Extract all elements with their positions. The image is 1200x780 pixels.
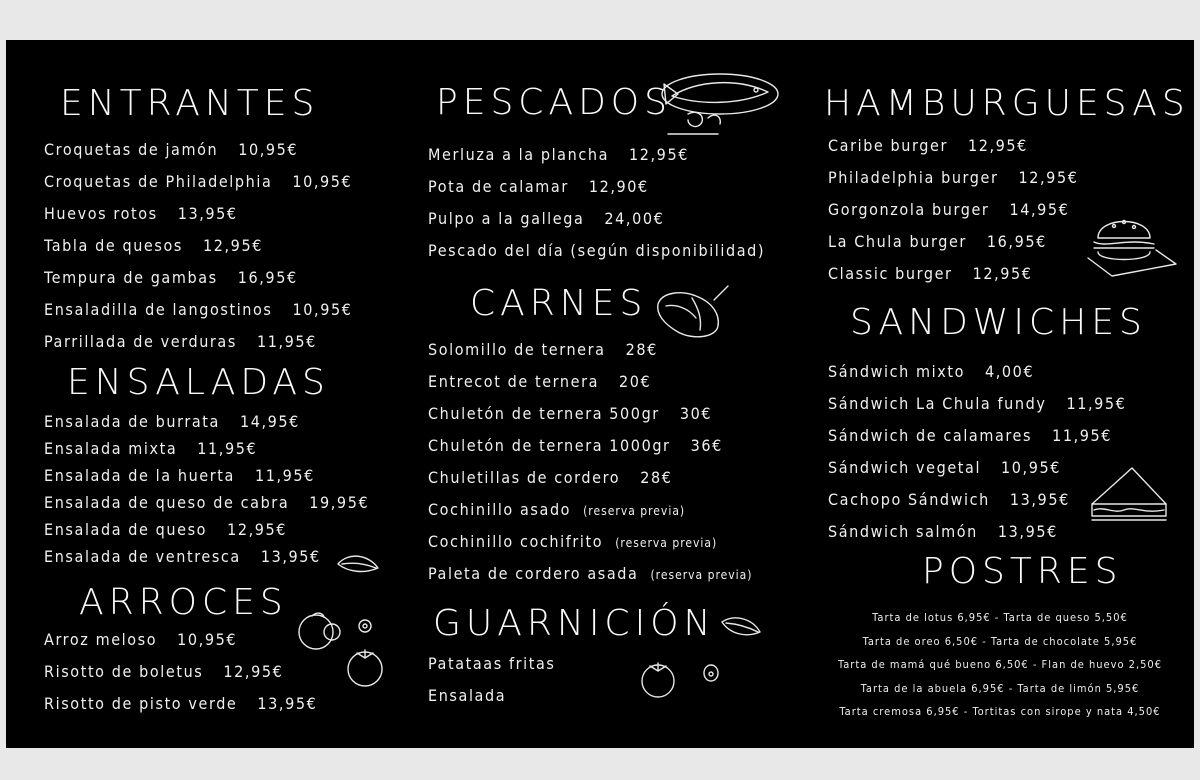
menu-item-price: 11,95€ [1066,394,1127,413]
menu-item [828,420,1126,452]
dessert-line: Tarta de mamá qué bueno 6,50€ - Flan de huevo 2,50€ [837,658,1163,671]
menu-item-price: 13,95€ [177,204,238,223]
menu-item-name: Cochinillo asado [428,500,572,519]
menu-item-price: 10,95€ [292,300,353,319]
column-middle [428,40,808,748]
menu-item-price: 30€ [679,404,713,423]
menu-item-price: 10,95€ [177,630,238,649]
menu-item-name: Arroz meloso [44,630,158,649]
menu-item [428,366,753,398]
menu-item [44,134,352,166]
menu-item-price: 11,95€ [254,466,315,485]
menu-item-name: Ensalada de queso [44,520,208,539]
menu-item-name: Cochinillo cochifrito [428,532,604,551]
menu-item-price: 11,95€ [1052,426,1113,445]
meat-steak-icon [652,284,732,342]
menu-item-name: Pulpo a la gallega [428,209,585,228]
menu-item-price: 10,95€ [238,140,299,159]
menu-item-note: (reserva previa) [615,536,718,550]
menu-item-price: 4,00€ [985,362,1035,381]
menu-item-name: Classic burger [828,264,953,283]
leaf-icon [718,612,764,640]
menu-item-note: (reserva previa) [650,568,753,582]
menu-item [428,648,556,680]
section-title-postres: POSTRES [922,551,1123,592]
menu-item [428,203,765,235]
menu-item [828,162,1078,194]
menu-item-name: Chuletillas de cordero [428,468,621,487]
menu-item-name: Sándwich vegetal [828,458,982,477]
menu-item [44,408,369,435]
carnes-list [428,334,753,590]
menu-item [428,494,753,526]
menu-item [428,398,753,430]
menu-item-name: Pota de calamar [428,177,569,196]
menu-item [828,356,1126,388]
section-title-pescados: PESCADOS [436,82,672,123]
menu-item-price: 14,95€ [239,412,300,431]
burger-icon [1086,202,1178,282]
leaf-icon [334,550,382,576]
menu-item-note: (reserva previa) [583,504,686,518]
postres-list [828,606,1172,724]
menu-item-name: Ensaladilla de langostinos [44,300,273,319]
menu-item-name: Merluza a la plancha [428,145,609,164]
menu-item [44,262,352,294]
menu-item-name: Chuletón de ternera 500gr [428,404,660,423]
menu-item-name: Sándwich salmón [828,522,978,541]
menu-item-name: Ensalada [428,686,507,705]
menu-item-price: 16,95€ [986,232,1047,251]
menu-item-name: Parrillada de verduras [44,332,237,351]
menu-item [828,194,1078,226]
menu-item [44,435,369,462]
fish-plate-icon [658,64,782,136]
menu-item [44,462,369,489]
menu-item-name: Ensalada de queso de cabra [44,493,290,512]
arroces-list [44,624,317,720]
menu-item-name: Sándwich mixto [828,362,965,381]
menu-item [828,452,1126,484]
pea-icon [700,660,722,684]
menu-item-price: 28€ [625,340,658,359]
menu-item-price: 19,95€ [309,493,370,512]
menu-item [44,656,317,688]
menu-item-price: 12,95€ [972,264,1033,283]
guarnicion-list [428,648,556,712]
menu-board [6,40,1194,748]
menu-item-price: 12,95€ [203,236,263,255]
menu-item-name: Sándwich La Chula fundy [828,394,1047,413]
menu-item-price: 12,95€ [629,145,689,164]
menu-item-name: Philadelphia burger [828,168,999,187]
menu-item-name: Gorgonzola burger [828,200,990,219]
menu-item-price: 12,90€ [588,177,649,196]
menu-item [44,198,352,230]
menu-item-name: Cachopo Sándwich [828,490,990,509]
menu-item-name: Ensalada mixta [44,439,178,458]
sandwiches-list [828,356,1126,548]
menu-item-name: Ensalada de burrata [44,412,220,431]
menu-item-name: Risotto de pisto verde [44,694,238,713]
menu-item-name: Pescado del día (según disponibilidad) [428,241,766,260]
menu-item [44,230,352,262]
menu-item-name: Entrecot de ternera [428,372,600,391]
dessert-line: Tarta de lotus 6,95€ - Tarta de queso 5,50€ [872,611,1128,624]
menu-item-name: Risotto de boletus [44,662,204,681]
menu-item [828,258,1078,290]
menu-item-price: 16,95€ [237,268,298,287]
menu-item-name: Croquetas de Philadelphia [44,172,273,191]
section-title-sandwiches: SANDWICHES [850,302,1147,343]
menu-item [44,543,369,570]
section-title-entrantes: ENTRANTES [60,83,320,124]
tomato-icon [342,644,388,688]
menu-item-price: 11,95€ [256,332,317,351]
menu-item-name: Ensalada de ventresca [44,547,241,566]
menu-item [428,680,556,712]
menu-item [428,430,753,462]
menu-item-price: 36€ [690,436,723,455]
pea-icon [354,614,376,636]
menu-item [428,526,753,558]
section-title-carnes: CARNES [470,283,648,324]
menu-item-price: 13,95€ [260,547,321,566]
menu-item [428,558,753,590]
menu-item [428,139,765,171]
menu-item-name: Chuletón de ternera 1000gr [428,436,671,455]
menu-item-name: Croquetas de jamón [44,140,219,159]
menu-item-name: Ensalada de la huerta [44,466,235,485]
menu-item-price: 13,95€ [1009,490,1070,509]
dessert-line: Tarta cremosa 6,95€ - Tortitas con sirope y nata 4,50€ [839,705,1161,718]
menu-item-price: 28€ [640,468,673,487]
tomato-icon [294,608,346,652]
menu-item [44,624,317,656]
menu-item [428,171,765,203]
menu-item-price: 20€ [619,372,652,391]
sandwich-icon [1088,464,1170,526]
dessert-line: Tarta de oreo 6,50€ - Tarta de chocolate 5,95€ [862,634,1138,648]
menu-item [428,235,765,267]
menu-item [44,166,352,198]
tomato-icon [636,656,680,700]
menu-item-price: 14,95€ [1009,200,1070,219]
section-title-arroces: ARROCES [79,582,288,623]
menu-item-name: Paleta de cordero asada [428,564,639,583]
menu-item [44,294,352,326]
section-title-hamburguesas: HAMBURGUESAS [824,83,1190,124]
menu-item [44,489,369,516]
menu-item-price: 12,95€ [223,662,284,681]
menu-item [828,130,1078,162]
menu-item-price: 12,95€ [1018,168,1079,187]
menu-item [828,484,1126,516]
menu-item-price: 10,95€ [292,172,353,191]
menu-item [828,226,1078,258]
menu-item-price: 11,95€ [197,439,258,458]
menu-item-price: 13,95€ [997,522,1058,541]
column-right [824,40,1190,748]
menu-item-price: 12,95€ [967,136,1028,155]
menu-item-price: 24,00€ [604,209,665,228]
menu-item-name: Caribe burger [828,136,948,155]
section-title-guarnicion: GUARNICIÓN [433,603,716,644]
menu-item-price: 13,95€ [257,694,318,713]
menu-item-name: La Chula burger [828,232,967,251]
menu-item [44,326,352,358]
menu-item-name: Tabla de quesos [44,236,183,255]
menu-item-name: Tempura de gambas [44,268,218,287]
menu-item [44,516,369,543]
menu-item [428,462,753,494]
menu-item [828,516,1126,548]
pescados-list [428,139,765,267]
hamburguesas-list [828,130,1078,290]
section-title-ensaladas: ENSALADAS [67,362,330,403]
menu-item-price: 10,95€ [1001,458,1061,477]
dessert-line: Tarta de la abuela 6,95€ - Tarta de limón 5,95€ [860,681,1140,695]
ensaladas-list [44,408,369,570]
menu-item-name: Huevos rotos [44,204,158,223]
menu-item [44,688,317,720]
menu-item [828,388,1126,420]
entrantes-list [44,134,352,358]
menu-item-name: Sándwich de calamares [828,426,1033,445]
column-left [44,40,404,748]
menu-item-price: 12,95€ [227,520,288,539]
menu-item-name: Patataas fritas [428,654,556,673]
menu-item-name: Solomillo de ternera [428,340,606,359]
